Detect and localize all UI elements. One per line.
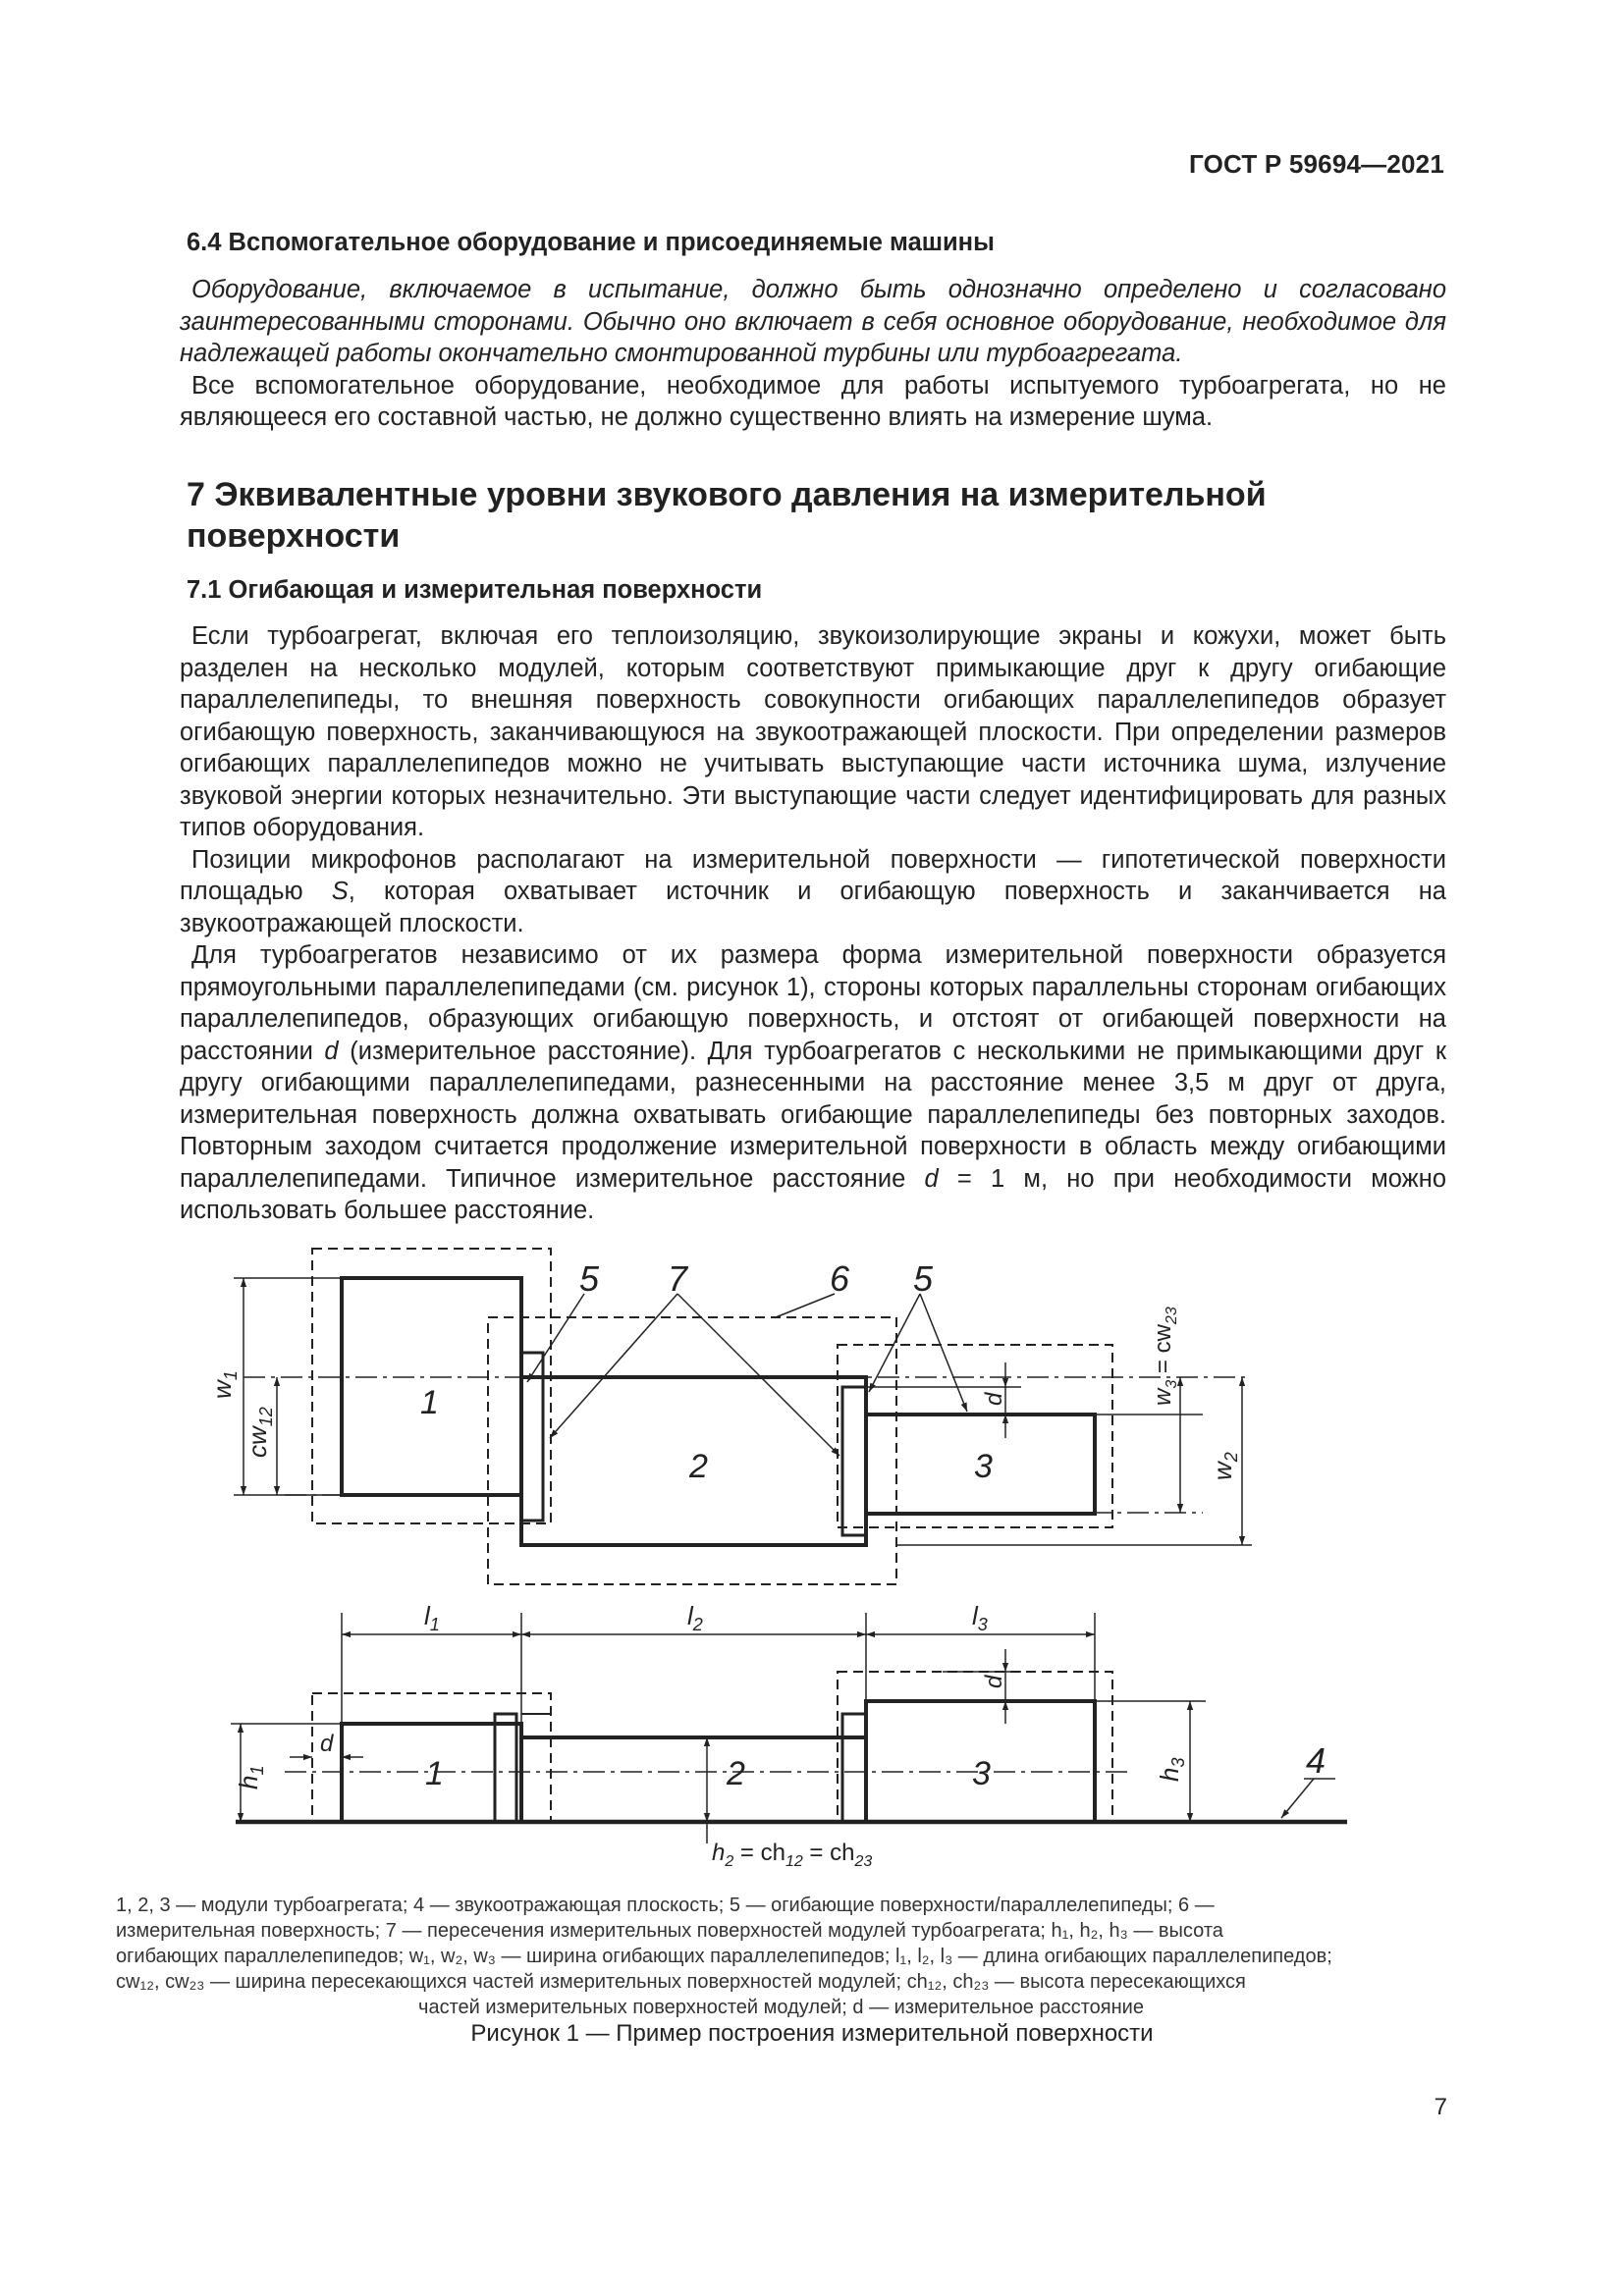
label-w2-base: w: [1208, 1462, 1237, 1480]
figure-caption: Рисунок 1 — Пример построения измерительной поверхности: [470, 2020, 1154, 2047]
paragraph: Оборудование, включаемое в испытание, должно быть однозначно определено и согласовано заинтересованными сторонами. Обычно оно включает в себя основное оборудование, необходимое для надлежащей работы окончательно смонтированной турбины или турбоагрегата.: [180, 276, 1446, 367]
label-cw12-sub: 12: [256, 1407, 276, 1427]
leader-5-left: [527, 1294, 584, 1382]
text-run: , которая охватывает источник и огибающую поверхность и заканчивается на звукоотражающей плоскости.: [180, 878, 1446, 937]
label-w2-sub: 2: [1221, 1452, 1241, 1463]
callout-5: 5: [913, 1258, 934, 1299]
label-l3-sub: 3: [977, 1615, 988, 1634]
figure-legend: [116, 1893, 1446, 2020]
legend-line: измерительная поверхность; 7 — пересечения измерительных поверхностей модулей турбоагрегата; h₁, h₂, h₃ — высота: [116, 1920, 1223, 1942]
label-h1: [234, 1766, 267, 1789]
label-l2-base: l: [687, 1601, 693, 1630]
legend-line: 1, 2, 3 — модули турбоагрегата; 4 — звукоотражающая плоскость; 5 — огибающие поверхности/параллелепипеды; 6 —: [116, 1895, 1215, 1916]
module-label-2: 2: [689, 1448, 708, 1485]
text-run: = 1 м, но при необходимости можно использовать большее расстояние.: [180, 1164, 1446, 1224]
leader-5-right-b: [920, 1294, 967, 1412]
label-h2-eq2-sub: 23: [854, 1853, 873, 1870]
legend-line: cw₁₂, cw₂₃ — ширина пересекающихся частей измерительных поверхностей модулей; ch₁₂, ch₂₃ — высота пересекающихся: [116, 1971, 1246, 1993]
leader-6: [776, 1294, 835, 1317]
leader-7-left: [550, 1294, 677, 1438]
envelope-connector-23: [842, 1714, 866, 1822]
callout-7: 7: [668, 1258, 688, 1299]
label-w3-base: w: [1150, 1388, 1176, 1406]
label-l3-base: l: [972, 1601, 978, 1630]
section-7-1-title: 7.1 Огибающая и измерительная поверхности: [187, 576, 763, 604]
label-w2: [1208, 1452, 1241, 1480]
chapter-title-line: поверхности: [187, 517, 401, 555]
label-l1-base: l: [424, 1601, 430, 1630]
label-h2-sub: 2: [725, 1853, 734, 1870]
leader-4: [1281, 1779, 1314, 1818]
module-label-2: 2: [727, 1755, 745, 1792]
envelope-connector-12: [495, 1714, 516, 1822]
label-cw12-base: cw: [243, 1426, 272, 1458]
callout-5: 5: [579, 1258, 600, 1299]
label-l2-sub: 2: [692, 1615, 703, 1634]
measurement-surface-module-3: [838, 1672, 1112, 1822]
module-label-1: 1: [420, 1384, 439, 1421]
module-label-3: 3: [974, 1448, 993, 1485]
module-label-1: 1: [425, 1755, 444, 1792]
label-h3-sub: 3: [1168, 1757, 1188, 1768]
callout-4: 4: [1306, 1740, 1326, 1781]
label-d-left: d: [320, 1731, 334, 1757]
label-h1-base: h: [234, 1775, 263, 1789]
label-h1-sub: 1: [247, 1765, 267, 1776]
elevation-view: [231, 1613, 1347, 1843]
text-run: (измерительное расстояние). Для турбоагрегатов с несколькими не примыкающими друг к другу огибающими параллелепипедами, разнесенными на расстояние менее 3,5 м друг от друга, измерительная поверхность должна охватывать огибающие параллелепипеды без повторных заходов. Повторным заходом считается продолжение измерительной поверхности в область между огибающими параллелепипедами. Типичное измерительное расстояние: [180, 1037, 1446, 1193]
callout-6: 6: [830, 1258, 850, 1299]
text-run: Позиции микрофонов располагают на измерительной поверхности — гипотетической поверхности площадью: [180, 845, 1446, 905]
legend-line: частей измерительных поверхностей модулей; d — измерительное расстояние: [418, 1997, 1144, 2018]
module-label-3: 3: [972, 1755, 991, 1792]
label-w3-sub: 3: [1164, 1379, 1180, 1389]
variable: d: [324, 1037, 339, 1065]
label-l1: [424, 1601, 440, 1634]
text-run: Для турбоагрегатов независимо от их размера форма измерительной поверхности образуется прямоугольными параллелепипедами (см. рисунок 1), стороны которых параллельны сторонам огибающих параллелепипедов, образующих огибающую поверхность, и отстоят от огибающей поверхности на расстоянии: [180, 941, 1446, 1065]
document-code: ГОСТ Р 59694—2021: [1189, 149, 1444, 179]
plan-labels: [207, 1258, 1241, 1485]
label-w1-base: w: [207, 1380, 237, 1399]
paragraph: Если турбоагрегат, включая его теплоизоляцию, звукоизолирующие экраны и кожухи, может быть разделен на несколько модулей, которым соответствуют примыкающие друг к другу огибающие параллелепипеды, то внешняя поверхность совокупности огибающих параллелепипедов образует огибающую поверхность, заканчивающуюся на звукоотражающей плоскости. При определении размеров огибающих параллелепипедов можно не учитывать выступающие части источника шума, излучение звуковой энергии которых незначительно. Эти выступающие части следует идентифицировать для разных типов оборудования.: [180, 622, 1446, 841]
label-d-top: d: [981, 1675, 1007, 1688]
label-h2-eq1: = ch: [733, 1840, 785, 1866]
variable: d: [924, 1164, 939, 1193]
label-d-plan: d: [981, 1392, 1007, 1406]
variable: S: [331, 878, 349, 905]
label-l1-sub: 1: [429, 1615, 440, 1634]
label-cw12: [243, 1407, 276, 1458]
label-w3: [1150, 1307, 1180, 1406]
label-h2-base: h: [712, 1840, 726, 1866]
label-w1-sub: 1: [221, 1370, 241, 1381]
page-number: 7: [1434, 2094, 1447, 2120]
label-h2-eq1-sub: 12: [785, 1853, 803, 1870]
plan-view: [234, 1249, 1252, 1584]
label-l2: [687, 1601, 703, 1634]
label-w3-eq: = cw: [1150, 1324, 1176, 1380]
label-w1: [207, 1370, 241, 1399]
label-h3: [1155, 1758, 1188, 1782]
label-h2-equation: [712, 1840, 872, 1870]
envelope-connector-23: [842, 1387, 866, 1535]
chapter-title-line: 7 Эквивалентные уровни звукового давления на измерительной: [187, 476, 1267, 513]
label-h2-eq2: = ch: [802, 1840, 855, 1866]
section-6-4-title: 6.4 Вспомогательное оборудование и присоединяемые машины: [187, 229, 995, 256]
label-h3-base: h: [1155, 1767, 1184, 1782]
legend-line: огибающих параллелепипедов; w₁, w₂, w₃ — ширина огибающих параллелепипедов; l₁, l₂, l₃ — длина огибающих параллелепипедов;: [116, 1946, 1332, 1967]
label-w3-eq-sub: 23: [1164, 1307, 1180, 1325]
label-l3: [972, 1601, 988, 1634]
paragraph: Все вспомогательное оборудование, необходимое для работы испытуемого турбоагрегата, но не являющееся его составной частью, не должно существенно влиять на измерение шума.: [180, 371, 1446, 431]
